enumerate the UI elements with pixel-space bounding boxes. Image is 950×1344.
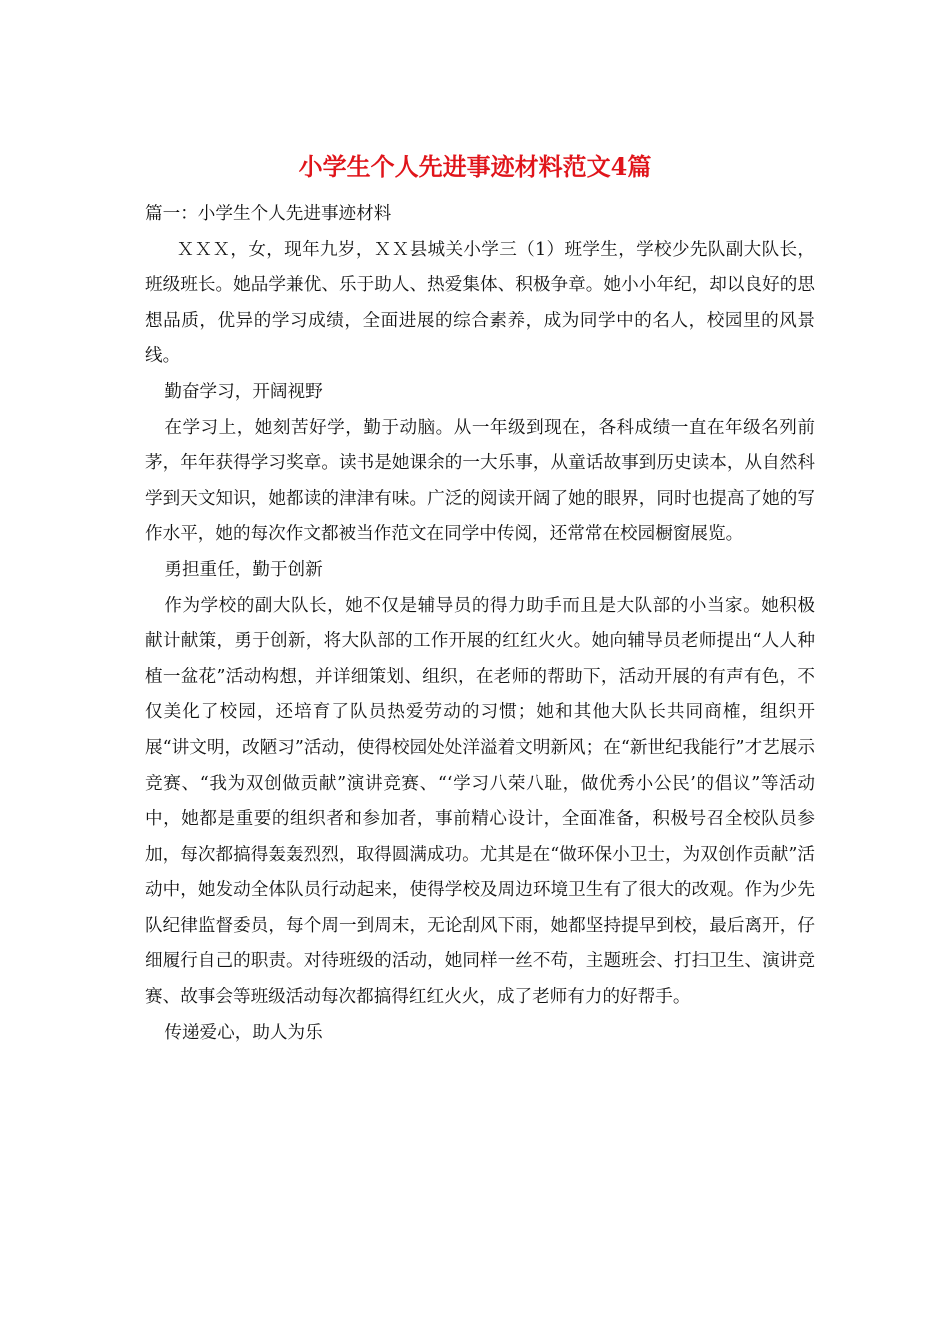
- section-heading: 篇一：小学生个人先进事迹材料: [145, 204, 392, 224]
- document-body: [145, 197, 815, 1051]
- subheading-responsibility: 勇担重任，勤于创新: [164, 559, 323, 580]
- paragraph-intro: ＸＸＸ，女，现年九岁，ＸＸ县城关小学三（1）班学生，学校少先队副大队长，班级班长。她品学兼优、乐于助人、热爱集体、积极争章。她小小年纪，却以良好的思想品质，优异的学习成绩，全面进展的综合素养，成为同学中的名人，校园里的风景线。: [145, 239, 815, 367]
- subheading-kindness: 传递爱心，助人为乐: [164, 1022, 323, 1043]
- paragraph-responsibility: 作为学校的副大队长，她不仅是辅导员的得力助手而且是大队部的小当家。她积极献计献策，勇于创新，将大队部的工作开展的红红火火。她向辅导员老师提出“人人种植一盆花”活动构想，并详细策划、组织，在老师的帮助下，活动开展的有声有色，不仅美化了校园，还培育了队员热爱劳动的习惯；她和其他大队长共同商榷，组织开展“讲文明，改陋习”活动，使得校园处处洋溢着文明新风；在“新世纪我能行”才艺展示竞赛、“我为双创做贡献”演讲竞赛、“‘学习八荣八耻，做优秀小公民’的倡议”等活动中，她都是重要的组织者和参加者，事前精心设计，全面准备，积极号召全校队员参加，每次都搞得轰轰烈烈，取得圆满成功。尤其是在“做环保小卫士，为双创作贡献”活动中，她发动全体队员行动起来，使得学校及周边环境卫生有了很大的改观。作为少先队纪律监督委员，每个周一到周末，无论刮风下雨，她都坚持提早到校，最后离开，仔细履行自己的职责。对待班级的活动，她同样一丝不苟，主题班会、打扫卫生、演讲竞赛、故事会等班级活动每次都搞得红红火火，成了老师有力的好帮手。: [145, 595, 815, 1008]
- document-title: 小学生个人先进事迹材料范文4篇: [298, 152, 652, 181]
- subheading-study: 勤奋学习，开阔视野: [164, 381, 323, 402]
- paragraph-study: 在学习上，她刻苦好学，勤于动脑。从一年级到现在，各科成绩一直在年级名列前茅，年年获得学习奖章。读书是她课余的一大乐事，从童话故事到历史读本，从自然科学到天文知识，她都读的津津有味。广泛的阅读开阔了她的眼界，同时也提高了她的写作水平，她的每次作文都被当作范文在同学中传阅，还常常在校园橱窗展览。: [145, 417, 815, 545]
